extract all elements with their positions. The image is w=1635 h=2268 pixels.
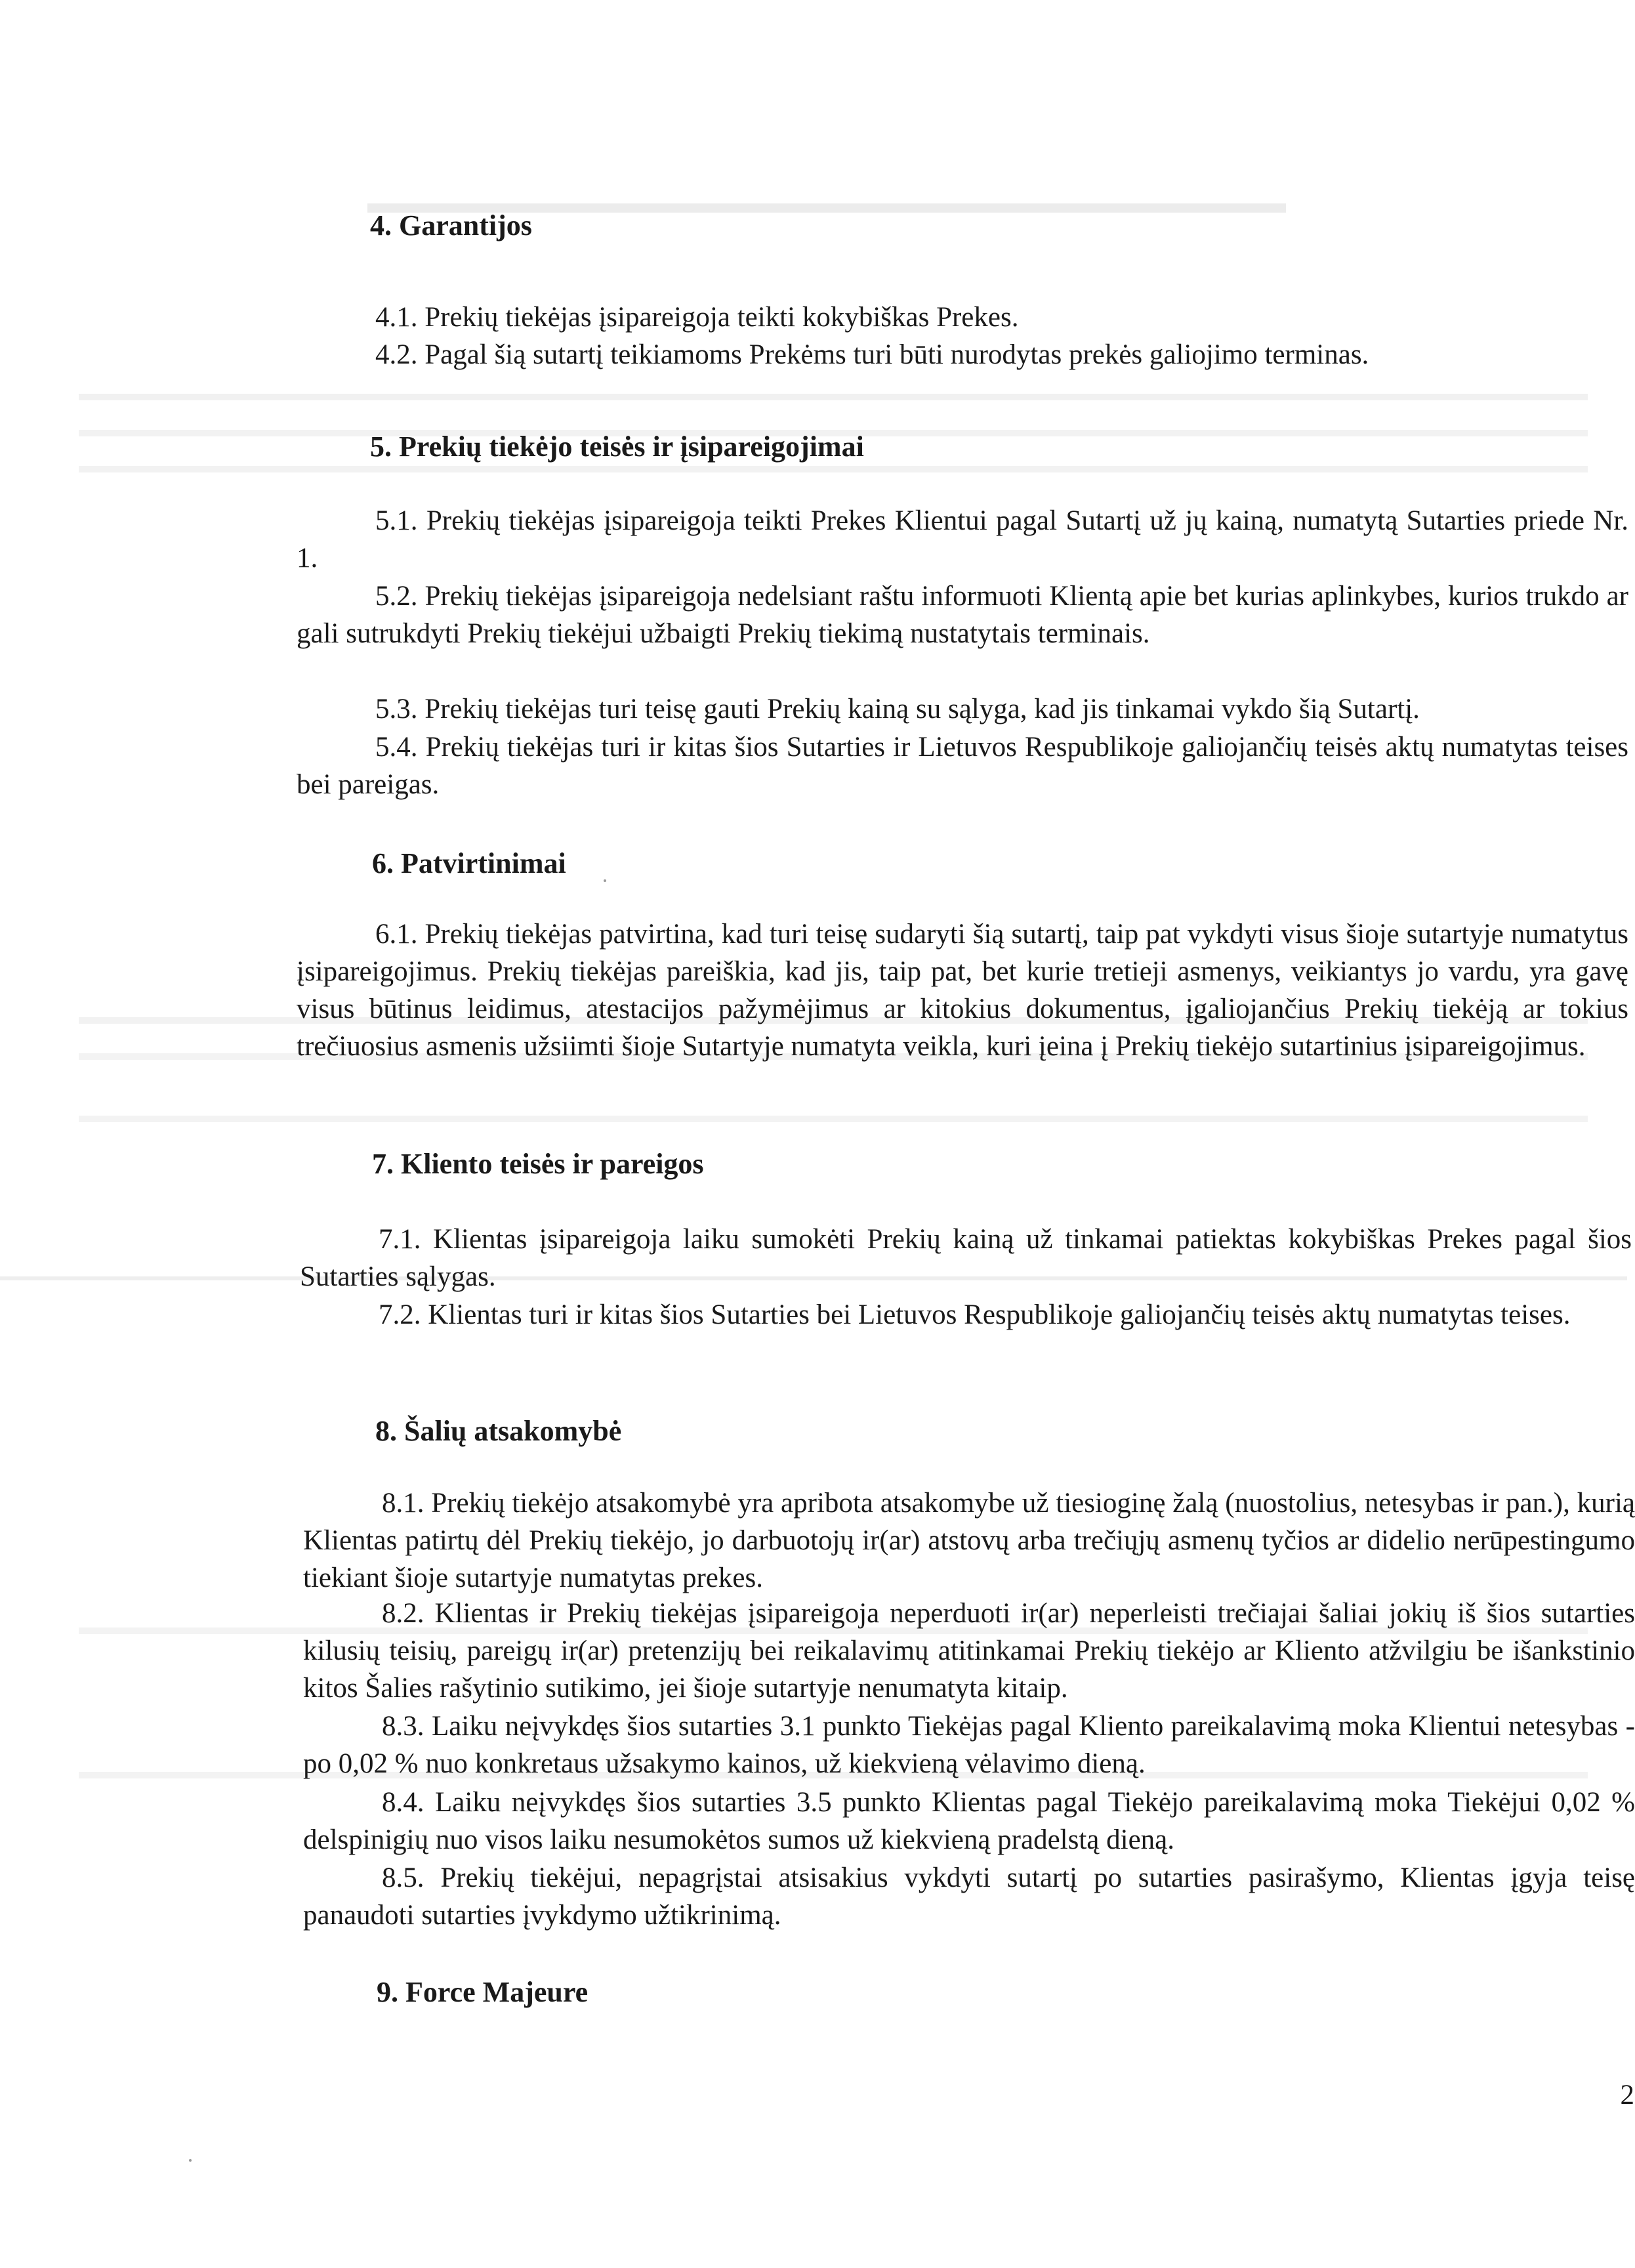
clause-4-2 <box>297 336 1628 373</box>
clause-5-4 <box>297 728 1628 803</box>
clause-5-2 <box>297 578 1628 652</box>
clause-6-1 <box>297 915 1628 1065</box>
clause-number: 8.1. <box>382 1488 424 1519</box>
clause-5-3 <box>297 690 1628 728</box>
clause-8-1 <box>303 1484 1635 1597</box>
section-heading-9: 9. Force Majeure <box>377 1976 589 2008</box>
clause-text: Laiku neįvykdęs šios sutarties 3.5 punkto Klientas pagal Tiekėjo pareikalavimą moka Tiekėjui 0,02 % delspinigių nuo visos laiku nesumokėtos sumos už kiekvieną pradelstą dieną. <box>303 1787 1635 1855</box>
clause-8-2 <box>303 1595 1635 1707</box>
clause-text: Klientas ir Prekių tiekėjas įsipareigoja neperduoti ir(ar) neperleisti trečiajai šaliai jokių iš šios sutarties kilusių teisių, pareigų ir(ar) pretenzijų bei reikalavimų atitinkamai Prekių tiekėjo ar Kliento atžvilgiu be išankstinio kitos Šalies rašytinio sutikimo, jei šioje sutartyje nenumatyta kitaip. <box>303 1598 1635 1704</box>
scan-speck <box>604 879 606 882</box>
clause-number: 7.1. <box>379 1224 421 1255</box>
clause-number: 7.2. <box>379 1299 421 1330</box>
clause-text: Klientas įsipareigoja laiku sumokėti Prekių kainą už tinkamai patiektas kokybiškas Prekes pagal šios Sutarties sąlygas. <box>300 1224 1632 1292</box>
clause-number: 5.2. <box>375 581 418 612</box>
clause-number: 4.1. <box>375 302 418 333</box>
clause-text: Klientas turi ir kitas šios Sutarties bei Lietuvos Respublikoje galiojančių teisės aktų numatytas teises. <box>428 1299 1571 1330</box>
clause-number: 8.3. <box>382 1711 424 1742</box>
clause-number: 8.2. <box>382 1598 424 1629</box>
clause-text: Prekių tiekėjo atsakomybė yra apribota atsakomybe už tiesioginę žalą (nuostolius, netesybas ir pan.), kurią Klientas patirtų dėl Prekių tiekėjo, jo darbuotojų ir(ar) atstovų arba trečiųjų asmenų tyčios ar didelio nerūpestingumo tiekiant šioje sutartyje numatytas prekes. <box>303 1488 1635 1593</box>
clause-number: 5.1. <box>375 505 418 536</box>
scan-speck <box>189 2159 192 2162</box>
clause-text: Prekių tiekėjas įsipareigoja teikti Prekes Klientui pagal Sutartį už jų kainą, numatytą Sutarties priede Nr. 1. <box>297 505 1628 574</box>
section-heading-7: 7. Kliento teisės ir pareigos <box>372 1148 704 1180</box>
clause-8-5 <box>303 1859 1635 1934</box>
clause-text: Prekių tiekėjui, nepagrįstai atsisakius vykdyti sutartį po sutarties pasirašymo, Klientas įgyja teisę panaudoti sutarties įvykdymo užtikrinimą. <box>303 1862 1635 1931</box>
section-heading-4: 4. Garantijos <box>370 209 532 242</box>
clause-number: 8.4. <box>382 1787 424 1818</box>
clause-7-1 <box>300 1221 1632 1295</box>
clause-number: 6.1. <box>375 919 418 950</box>
clause-text: Prekių tiekėjas įsipareigoja teikti kokybiškas Prekes. <box>424 302 1019 333</box>
clause-text: Prekių tiekėjas patvirtina, kad turi teisę sudaryti šią sutartį, taip pat vykdyti visus šioje sutartyje numatytus įsipareigojimus. Prekių tiekėjas pareiškia, kad jis, taip pat, bet kurie tretieji asmenys, veikiantys jo vardu, yra gavę visus būtinus leidimus, atestacijos pažymėjimus ar kitokius dokumentus, įgaliojančius Prekių tiekėją ar tokius trečiuosius asmenis užsiimti šioje Sutartyje numatyta veikla, kuri įeina į Prekių tiekėjo sutartinius įsipareigojimus. <box>297 919 1628 1062</box>
section-heading-5: 5. Prekių tiekėjo teisės ir įsipareigojimai <box>370 430 864 463</box>
clause-number: 5.4. <box>375 732 418 763</box>
clause-number: 5.3. <box>375 694 418 724</box>
section-heading-6: 6. Patvirtinimai <box>372 847 566 879</box>
clause-5-1 <box>297 502 1628 577</box>
clause-number: 4.2. <box>375 339 418 370</box>
clause-text: Prekių tiekėjas turi teisę gauti Prekių kainą su sąlyga, kad jis tinkamai vykdo šią Sutartį. <box>424 694 1420 724</box>
clause-text: Prekių tiekėjas įsipareigoja nedelsiant raštu informuoti Klientą apie bet kurias aplinkybes, kurios trukdo ar gali sutrukdyti Prekių tiekėjui užbaigti Prekių tiekimą nustatytais terminais. <box>297 581 1629 649</box>
clause-8-3 <box>303 1708 1635 1782</box>
section-heading-8: 8. Šalių atsakomybė <box>375 1415 622 1447</box>
page-number: 2 <box>1620 2080 1634 2110</box>
clause-text: Laiku neįvykdęs šios sutarties 3.1 punkto Tiekėjas pagal Kliento pareikalavimą moka Klientui netesybas - po 0,02 % nuo konkretaus užsakymo kainos, už kiekvieną vėlavimo dieną. <box>303 1711 1635 1779</box>
clause-8-4 <box>303 1784 1635 1858</box>
clause-text: Prekių tiekėjas turi ir kitas šios Sutarties ir Lietuvos Respublikoje galiojančių teisės aktų numatytas teises bei pareigas. <box>297 732 1629 800</box>
clause-number: 8.5. <box>382 1862 424 1893</box>
clause-7-2 <box>300 1296 1632 1334</box>
clause-text: Pagal šią sutartį teikiamoms Prekėms turi būti nurodytas prekės galiojimo terminas. <box>424 339 1369 370</box>
clause-4-1 <box>297 299 1628 336</box>
